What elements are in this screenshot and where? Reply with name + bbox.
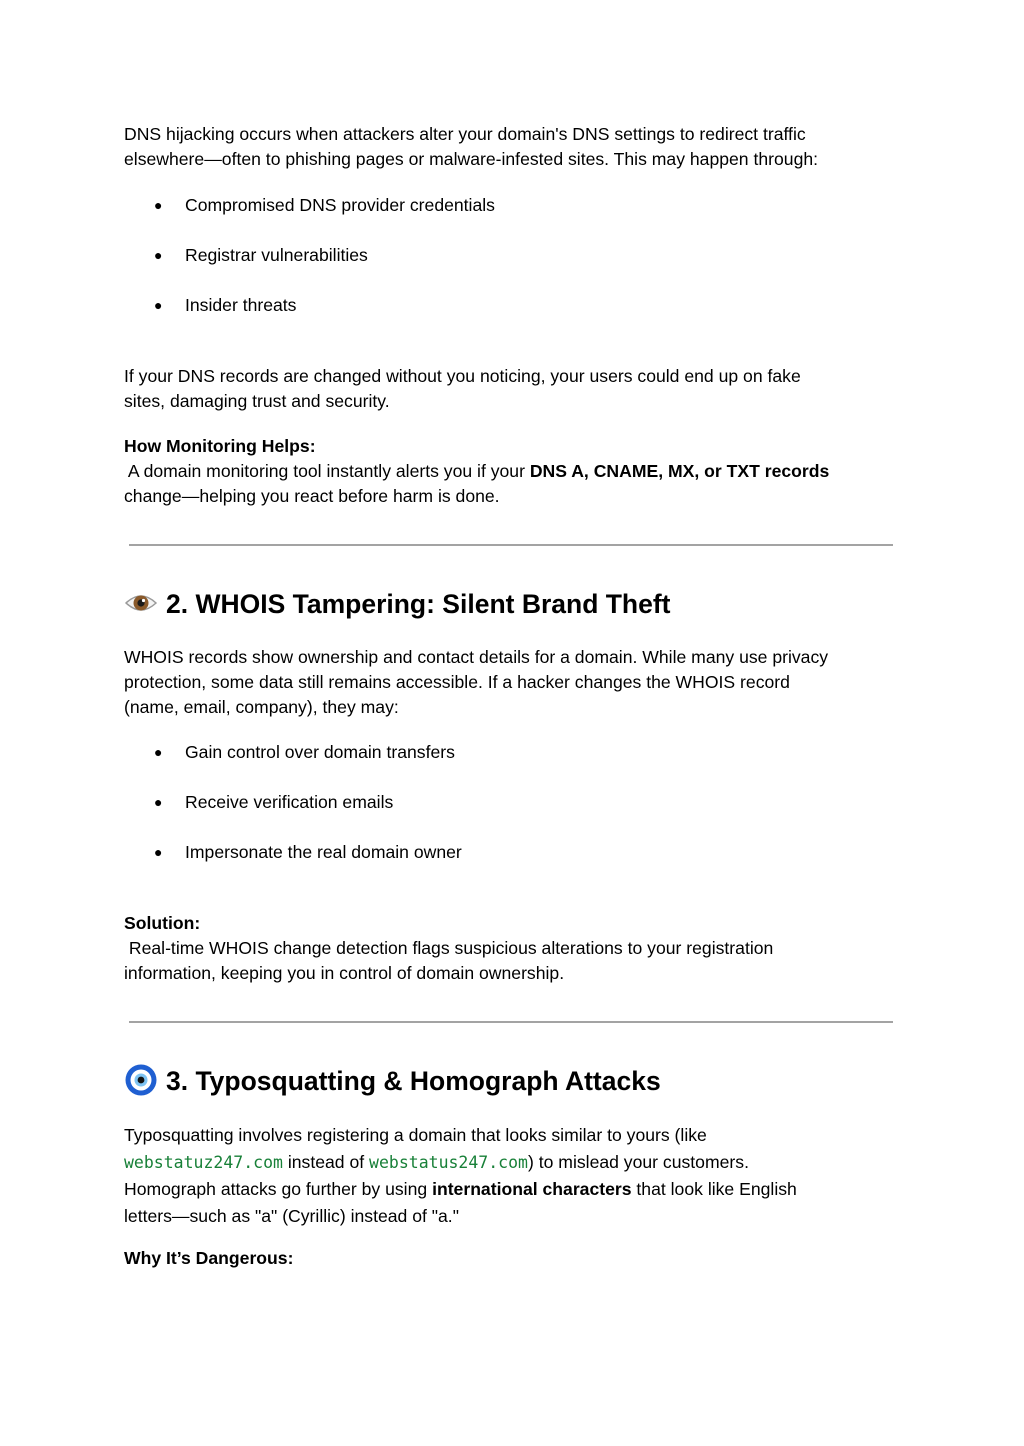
nazar-amulet-icon (124, 1063, 158, 1097)
code-real-domain: webstatus247.com (369, 1152, 528, 1172)
section-divider (129, 544, 893, 546)
solution-heading: Solution: (124, 913, 201, 933)
list-item: ● Compromised DNS provider credentials (154, 195, 495, 215)
typosquatting-paragraph: Typosquatting involves registering a domain that looks similar to yours (like webstatuz247.com instead of webstatus247.com) to mislead your customers. Homograph attacks go further by using international characters that look like English letters—such as "a" (Cyrillic) instead of "a." (124, 1125, 797, 1226)
monitoring-paragraph: How Monitoring Helps: A domain monitoring tool instantly alerts you if your DNS A, CNAME, MX, or TXT records change—helping you react before harm is done. (124, 436, 830, 506)
list-item: ● Impersonate the real domain owner (154, 842, 462, 862)
whois-risks-list (154, 740, 854, 890)
list-item: ● Gain control over domain transfers (154, 742, 455, 762)
dns-effect-paragraph: If your DNS records are changed without you noticing, your users could end up on fake sites, damaging trust and security. (124, 366, 801, 411)
solution-paragraph: Solution: Real-time WHOIS change detection flags suspicious alterations to your registration information, keeping you in control of domain ownership. (124, 913, 774, 983)
list-item: ● Registrar vulnerabilities (154, 245, 368, 265)
monitoring-heading: How Monitoring Helps: (124, 436, 316, 456)
whois-paragraph: WHOIS records show ownership and contact details for a domain. While many use privacy protection, some data still remains accessible. If a hacker changes the WHOIS record (name, email, company), they may: (124, 647, 829, 717)
code-lookalike-domain: webstatuz247.com (124, 1152, 283, 1172)
why-dangerous-heading: Why It’s Dangerous: (124, 1248, 294, 1268)
intro-paragraph: DNS hijacking occurs when attackers alter your domain's DNS settings to redirect traffic elsewhere—often to phishing pages or malware-infested sites. This may happen through: (124, 124, 819, 169)
dns-causes-list (154, 193, 854, 343)
list-item: ● Insider threats (154, 295, 297, 315)
section-divider (129, 1021, 893, 1023)
list-item: ● Receive verification emails (154, 792, 394, 812)
section2-heading: 2. WHOIS Tampering: Silent Brand Theft (124, 584, 671, 624)
eye-icon (124, 586, 158, 620)
section3-heading: 3. Typosquatting & Homograph Attacks (124, 1061, 661, 1101)
